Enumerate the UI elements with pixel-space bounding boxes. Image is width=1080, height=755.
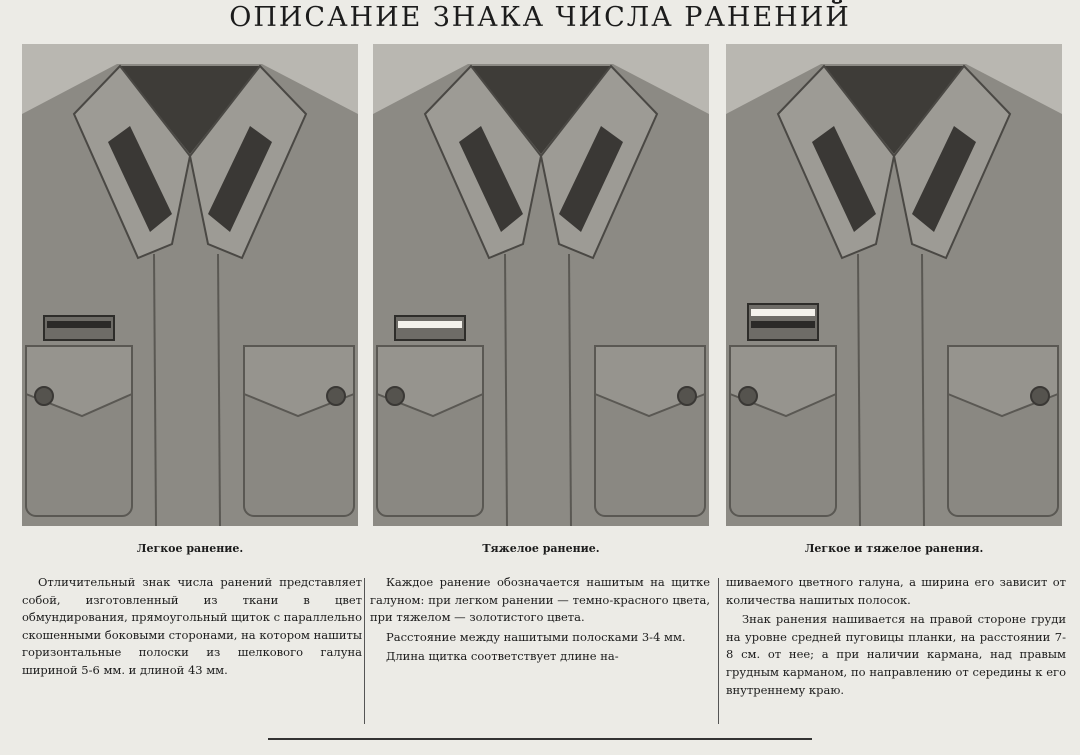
paragraph: Длина щитка соответствует длине на- [386,649,619,664]
wound-stripe [47,321,111,328]
wound-stripe [398,321,462,328]
bottom-rule [268,738,812,740]
figure-caption-light: Легкое ранение. [136,542,244,555]
button-icon [35,387,53,405]
figure-caption-both: Легкое и тяжелое ранения. [804,542,984,555]
paragraph: Каждое ранение обозначается нашитым на щитке галуном: при легком ранении — темно-красного цвета, при тяжелом — золотистого цвета. [370,575,710,625]
figure-caption-heavy: Тяжелое ранение. [482,542,600,555]
column-divider [364,578,365,724]
paragraph: шиваемого цветного галуна, а ширина его зависит от количества нашитых полосок. [726,575,1066,607]
article-column-2 [370,574,710,724]
button-icon [678,387,696,405]
tunic-drawing [373,44,709,526]
button-icon [739,387,757,405]
button-icon [1031,387,1049,405]
wound-stripe [751,321,815,328]
wound-stripe [751,309,815,316]
article-column-1 [22,574,362,724]
tunic-photo-both-wounds [726,44,1062,526]
tunic-photo-light-wound [22,44,358,526]
page-title: ОПИСАНИЕ ЗНАКА ЧИСЛА РАНЕНИЙ [229,2,851,33]
button-icon [386,387,404,405]
column-divider [718,578,719,724]
tunic-drawing [726,44,1062,526]
article-column-3 [726,574,1066,724]
button-icon [327,387,345,405]
paragraph: Знак ранения нашивается на правой стороне груди на уровне средней пуговицы планки, на расстоянии 7-8 см. от нее; а при наличии кармана, над правым грудным карманом, по направлению от середины к его внутреннему краю. [726,612,1066,697]
paragraph: Расстояние между нашитыми полосками 3-4 мм. [386,629,686,644]
tunic-photo-heavy-wound [373,44,709,526]
paragraph: Отличительный знак числа ранений представляет собой, изготовленный из ткани в цвет обмундирования, прямоугольный щиток с параллельно скошенными боковыми сторонами, на котором нашиты горизонтальные полоски из шелкового галуна шириной 5-6 мм. и длиной 43 мм. [22,575,362,677]
tunic-drawing [22,44,358,526]
